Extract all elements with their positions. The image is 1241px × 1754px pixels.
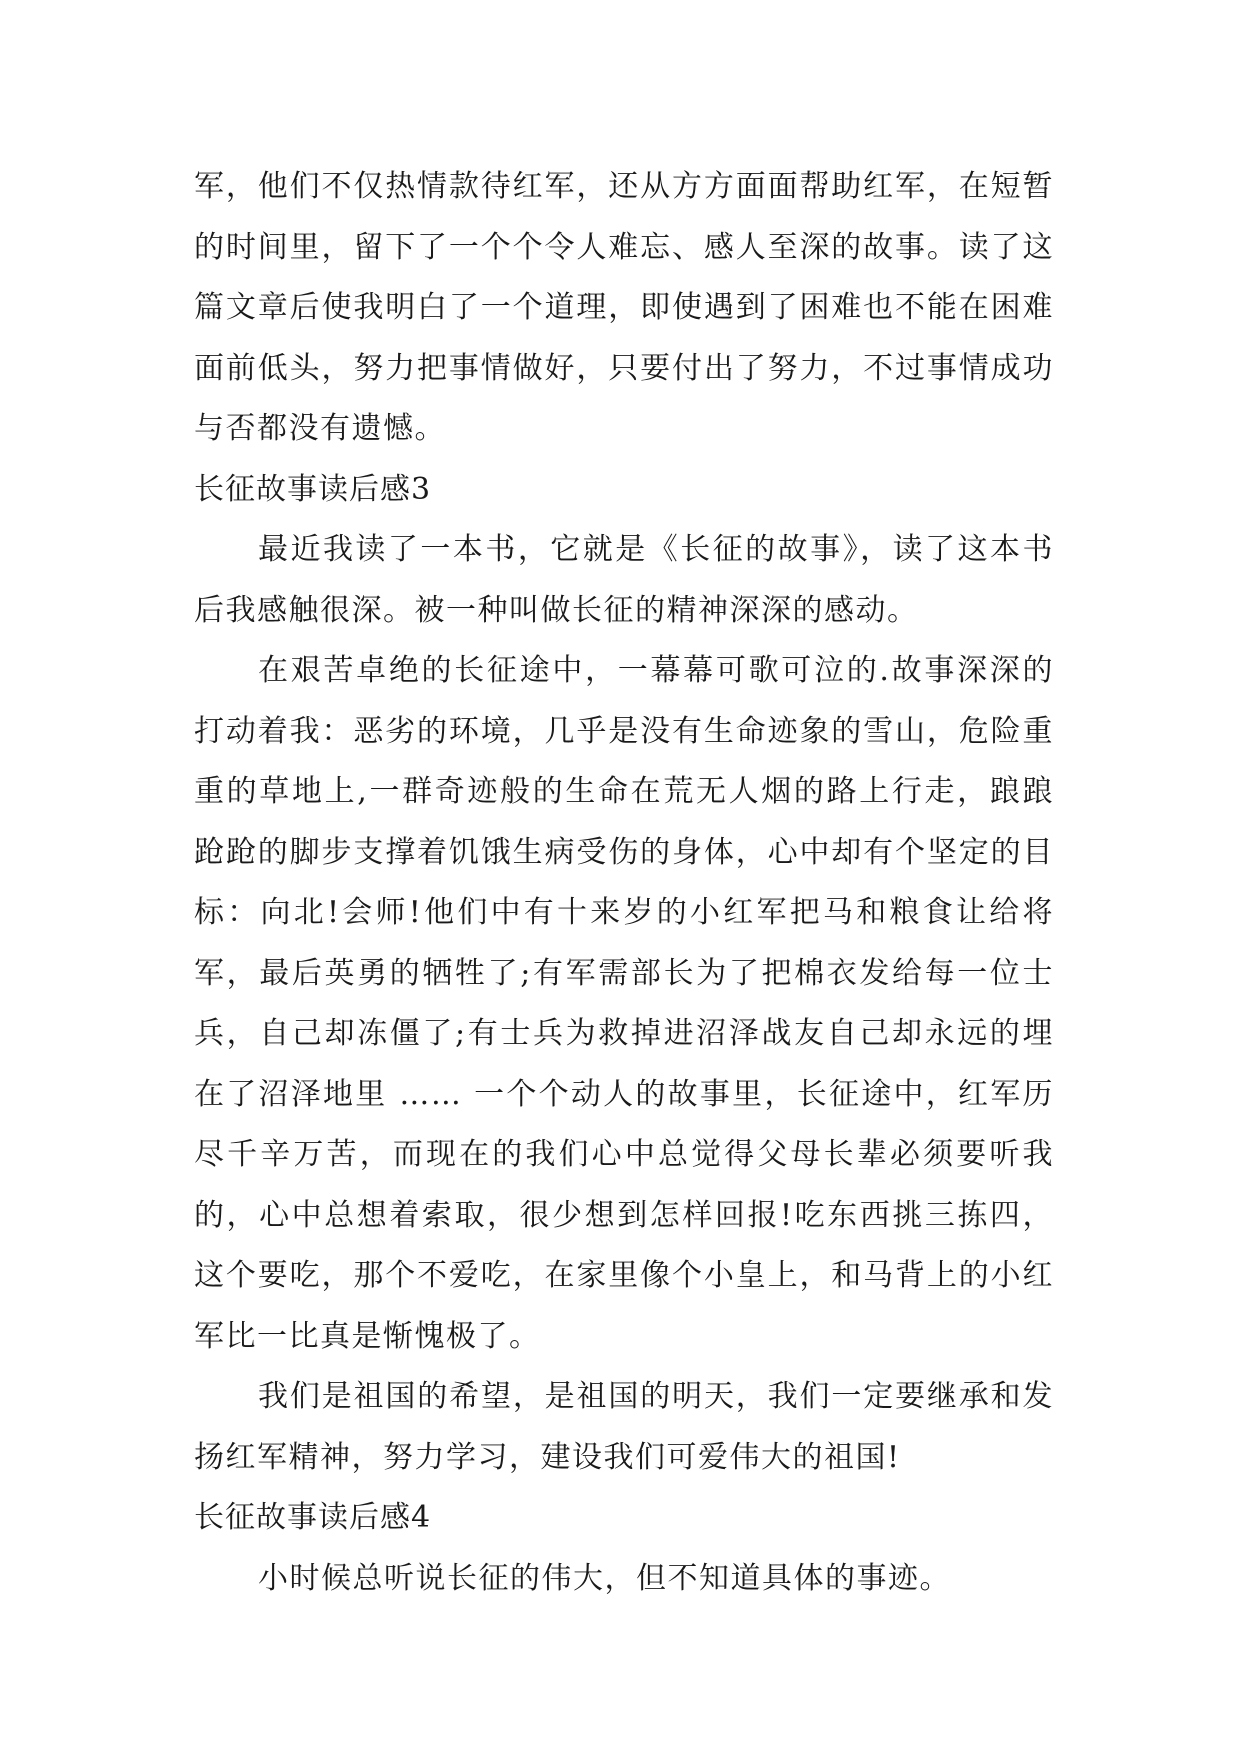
section-3-paragraph-1: 最近我读了一本书，它就是《长征的故事》，读了这本书后我感触很深。被一种叫做长征的精神深深的感动。 <box>194 532 1054 628</box>
section-3-paragraph-3: 我们是祖国的希望，是祖国的明天，我们一定要继承和发扬红军精神，努力学习，建设我们可爱伟大的祖国! <box>194 1379 1054 1475</box>
section-4-title: 长征故事读后感4 <box>194 1500 432 1535</box>
document-body <box>194 157 1054 1609</box>
section-3-title: 长征故事读后感3 <box>194 471 432 507</box>
section-4-paragraph-1: 小时候总听说长征的伟大，但不知道具体的事迹。 <box>258 1560 951 1596</box>
section-3-paragraph-2: 在艰苦卓绝的长征途中，一幕幕可歌可泣的.故事深深的打动着我：恶劣的环境，几乎是没有生命迹象的雪山，危险重重的草地上,一群奇迹般的生命在荒无人烟的路上行走，踉踉跄跄的脚步支撑着饥饿生病受伤的身体，心中却有个坚定的目标：向北!会师!他们中有十来岁的小红军把马和粮食让给将军，最后英勇的牺牲了;有军需部长为了把棉衣发给每一位士兵，自己却冻僵了;有士兵为救掉进沼泽战友自己却永远的埋在了沼泽地里 …… 一个个动人的故事里，长征途中，红军历尽千辛万苦，而现在的我们心中总觉得父母长辈必须要听我的，心中总想着索取，很少想到怎样回报!吃东西挑三拣四，这个要吃，那个不爱吃，在家里像个小皇上，和马背上的小红军比一比真是惭愧极了。 <box>194 653 1054 1354</box>
continued-paragraph: 军，他们不仅热情款待红军，还从方方面面帮助红军，在短暂的时间里，留下了一个个令人难忘、感人至深的故事。读了这篇文章后使我明白了一个道理，即使遇到了困难也不能在困难面前低头，努力把事情做好，只要付出了努力，不过事情成功与否都没有遗憾。 <box>194 169 1054 446</box>
